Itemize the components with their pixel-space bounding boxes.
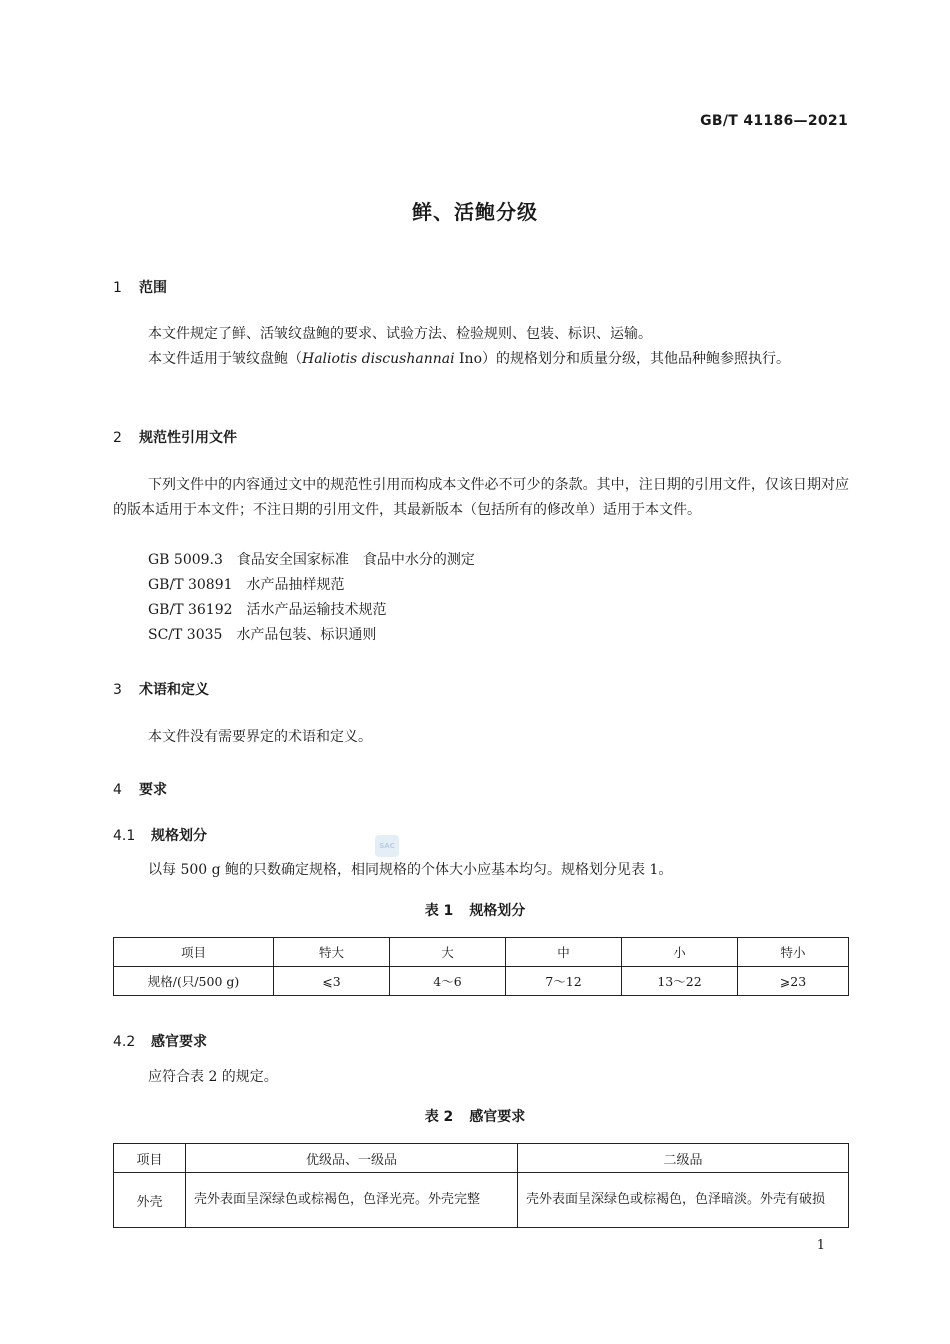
- ref-code: GB/T 36192: [148, 602, 233, 618]
- ref-item: [148, 598, 387, 623]
- section-1-number: 1: [113, 280, 122, 296]
- section-4-2-paragraph-1: 应符合表 2 的规定。: [148, 1069, 278, 1085]
- ref-item: [148, 548, 475, 573]
- section-4-title: 要求: [139, 782, 167, 798]
- table-2-number: 表 2: [424, 1109, 454, 1125]
- section-1-title: 范围: [139, 280, 167, 296]
- table-header-cell: 小: [622, 938, 738, 967]
- table-cell: 4～6: [390, 967, 506, 996]
- table-1-title: 规格划分: [469, 903, 526, 919]
- ref-code: SC/T 3035: [148, 627, 223, 643]
- section-4-2-title: 感官要求: [151, 1034, 207, 1050]
- table-header-row: [114, 1144, 849, 1173]
- table-1: [113, 937, 849, 996]
- table-cell: 13～22: [622, 967, 738, 996]
- p2-text-before: 本文件适用于皱纹盘鲍（: [148, 351, 302, 367]
- table-cell: 壳外表面呈深绿色或棕褐色，色泽光亮。外壳完整: [186, 1173, 518, 1228]
- table-cell: 外壳: [114, 1173, 186, 1228]
- section-2-paragraph-1: 下列文件中的内容通过文中的规范性引用而构成本文件必不可少的条款。其中，注日期的引用文件，仅该日期对应的版本适用于本文件；不注日期的引用文件，其最新版本（包括所有的修改单）适用于本文件。: [113, 477, 849, 518]
- table-header-cell: 项目: [114, 938, 274, 967]
- ref-title: 水产品包装、标识通则: [236, 627, 377, 643]
- page-number: 1: [816, 1238, 825, 1253]
- section-4-2-number: 4.2: [113, 1034, 136, 1050]
- section-4-heading: [113, 779, 167, 799]
- table-cell: 7～12: [506, 967, 622, 996]
- section-3-heading: [113, 679, 209, 699]
- section-2-title: 规范性引用文件: [139, 430, 237, 446]
- table-cell: 规格/(只/500 g): [114, 967, 274, 996]
- table-row: [114, 1173, 849, 1228]
- section-1-heading: [113, 277, 167, 297]
- section-4-1-title: 规格划分: [151, 828, 207, 844]
- table-header-cell: 项目: [114, 1144, 186, 1173]
- section-4-1-number: 4.1: [113, 828, 136, 844]
- table-1-number: 表 1: [424, 903, 454, 919]
- table-row: [114, 967, 849, 996]
- ref-code: GB 5009.3: [148, 552, 223, 568]
- standard-code: GB/T 41186—2021: [700, 113, 848, 129]
- table-header-cell: 大: [390, 938, 506, 967]
- section-3-paragraph-1: 本文件没有需要界定的术语和定义。: [148, 729, 372, 745]
- ref-item: [148, 573, 345, 598]
- table-1-caption: [0, 900, 950, 920]
- table-header-cell: 优级品、一级品: [186, 1144, 518, 1173]
- ref-code: GB/T 30891: [148, 577, 233, 593]
- table-header-cell: 特小: [738, 938, 849, 967]
- section-4-1-paragraph-1: 以每 500 g 鲍的只数确定规格，相同规格的个体大小应基本均匀。规格划分见表 1。: [148, 862, 673, 878]
- ref-title: 食品安全国家标准 食品中水分的测定: [236, 552, 475, 568]
- ref-title: 活水产品运输技术规范: [246, 602, 387, 618]
- section-4-2-heading: [113, 1031, 207, 1051]
- ref-item: [148, 623, 376, 648]
- table-header-cell: 二级品: [518, 1144, 849, 1173]
- table-2-title: 感官要求: [469, 1109, 526, 1125]
- section-4-number: 4: [113, 782, 122, 798]
- table-cell: ⩽3: [274, 967, 390, 996]
- table-header-row: [114, 938, 849, 967]
- table-header-cell: 中: [506, 938, 622, 967]
- latin-species-name: Haliotis discushannai: [302, 351, 455, 367]
- section-3-title: 术语和定义: [139, 682, 209, 698]
- sac-watermark: SAC: [375, 835, 399, 857]
- p2-text-after: Ino）的规格划分和质量分级，其他品种鲍参照执行。: [454, 351, 791, 367]
- table-cell: 壳外表面呈深绿色或棕褐色，色泽暗淡。外壳有破损: [518, 1173, 849, 1228]
- section-2-heading: [113, 427, 237, 447]
- table-2: [113, 1143, 849, 1228]
- section-3-number: 3: [113, 682, 122, 698]
- section-4-1-heading: [113, 825, 207, 845]
- ref-title: 水产品抽样规范: [246, 577, 345, 593]
- table-cell: ⩾23: [738, 967, 849, 996]
- section-1-paragraph-1: 本文件规定了鲜、活皱纹盘鲍的要求、试验方法、检验规则、包装、标识、运输。: [148, 326, 652, 342]
- table-header-cell: 特大: [274, 938, 390, 967]
- table-2-caption: [0, 1106, 950, 1126]
- section-1-paragraph-2: [113, 347, 849, 372]
- section-2-number: 2: [113, 430, 122, 446]
- document-title: 鲜、活鲍分级: [412, 200, 538, 224]
